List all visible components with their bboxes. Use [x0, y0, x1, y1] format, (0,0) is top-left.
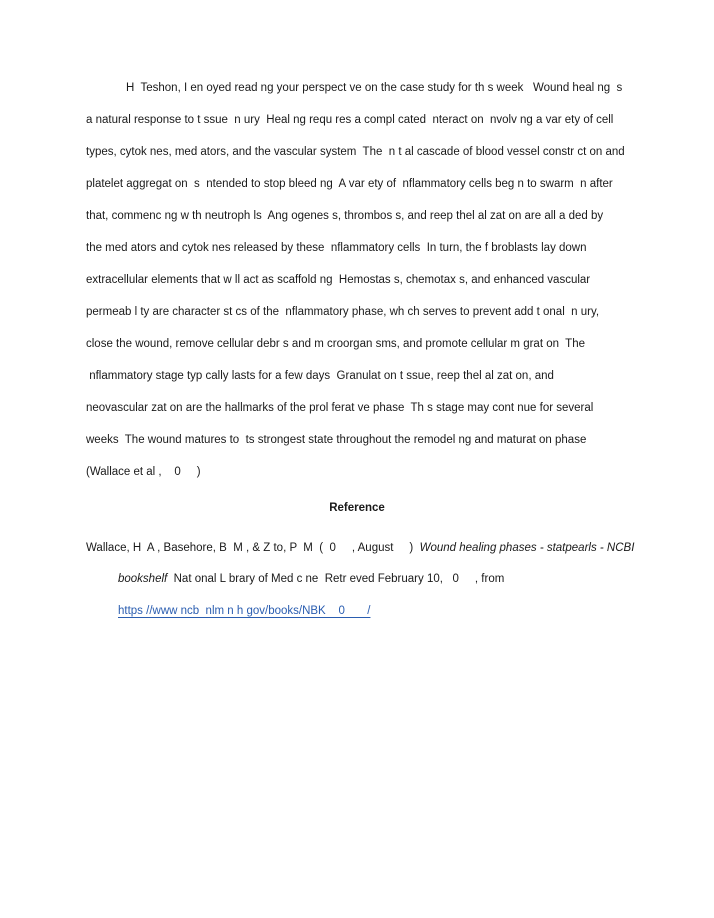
body-line: types, cytok nes, med ators, and the vascular system The n t al cascade of blood vessel constr ct on and [86, 146, 625, 158]
body-line: neovascular zat on are the hallmarks of the prol ferat ve phase Th s stage may cont nue for several [86, 402, 594, 414]
body-line: (Wallace et al , 0 ) [86, 466, 201, 478]
body-line: the med ators and cytok nes released by these nflammatory cells In turn, the f broblasts lay down [86, 242, 587, 254]
reference-publisher: Nat onal L brary of Med c ne Retr eved February 10, 0 , from [167, 573, 505, 585]
body-line: nflammatory stage typ cally lasts for a few days Granulat on t ssue, reep thel al zat on, and [86, 370, 554, 382]
body-line: permeab l ty are character st cs of the nflammatory phase, wh ch serves to prevent add t onal n ury, [86, 306, 600, 318]
reference-authors: Wallace, H A , Basehore, B M , & Z to, P M ( 0 , August ) [86, 542, 420, 554]
body-line: that, commenc ng w th neutroph ls Ang ogenes s, thrombos s, and reep thel al zat on are all a ded by [86, 210, 604, 222]
reference-line-1 [86, 540, 634, 556]
reference-line-3 [118, 603, 370, 619]
body-line: platelet aggregat on s ntended to stop bleed ng A var ety of nflammatory cells beg n to swarm n after [86, 178, 613, 190]
reference-line-2 [118, 571, 504, 587]
body-line: weeks The wound matures to ts strongest state throughout the remodel ng and maturat on phase [86, 434, 587, 446]
reference-heading: Reference [329, 502, 385, 514]
reference-title: Wound healing phases - statpearls - NCBI [419, 542, 635, 554]
reference-url-link[interactable]: https //www ncb nlm n h gov/books/NBK 0 / [118, 605, 371, 617]
body-line: close the wound, remove cellular debr s and m croorgan sms, and promote cellular m grat on The [86, 338, 586, 350]
body-line: extracellular elements that w ll act as scaffold ng Hemostas s, chemotax s, and enhanced vascular [86, 274, 591, 286]
body-line: a natural response to t ssue n ury Heal ng requ res a compl cated nteract on nvolv ng a var ety of cell [86, 114, 614, 126]
body-line: H Teshon, I en oyed read ng your perspect ve on the case study for th s week Wound heal ng s [126, 82, 623, 94]
reference-title-cont: bookshelf [118, 573, 168, 585]
